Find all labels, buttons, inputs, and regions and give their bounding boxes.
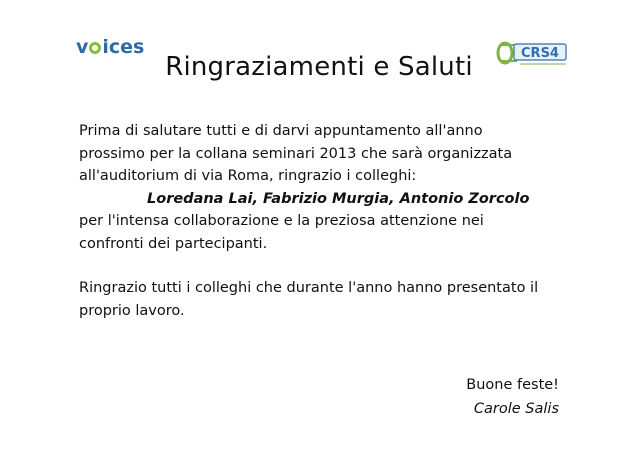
body-line: confronti dei partecipanti. [79, 235, 268, 252]
colleague-names: Loredana Lai, Fabrizio Murgia, Antonio Zorcolo [147, 190, 530, 207]
closing-greeting: Buone feste! [466, 377, 559, 393]
svg-text:CRS4: CRS4 [521, 46, 559, 61]
body-line: proprio lavoro. [79, 302, 185, 319]
body-text [79, 120, 579, 322]
voices-logo: v ices [76, 36, 145, 58]
closing [466, 373, 559, 421]
page-title: Ringraziamenti e Saluti [165, 52, 473, 82]
body-line: all'auditorium di via Roma, ringrazio i colleghi: [79, 168, 417, 184]
body-line: per l'intensa collaborazione e la preziosa attenzione nei [79, 213, 484, 229]
body-line: Ringrazio tutti i colleghi che durante l'anno hanno presentato il [79, 280, 539, 296]
body-line: Prima di salutare tutti e di darvi appuntamento all'anno [79, 123, 483, 139]
body-line: prossimo per la collana seminari 2013 che sarà organizzata [79, 145, 513, 162]
signature: Carole Salis [473, 401, 559, 417]
